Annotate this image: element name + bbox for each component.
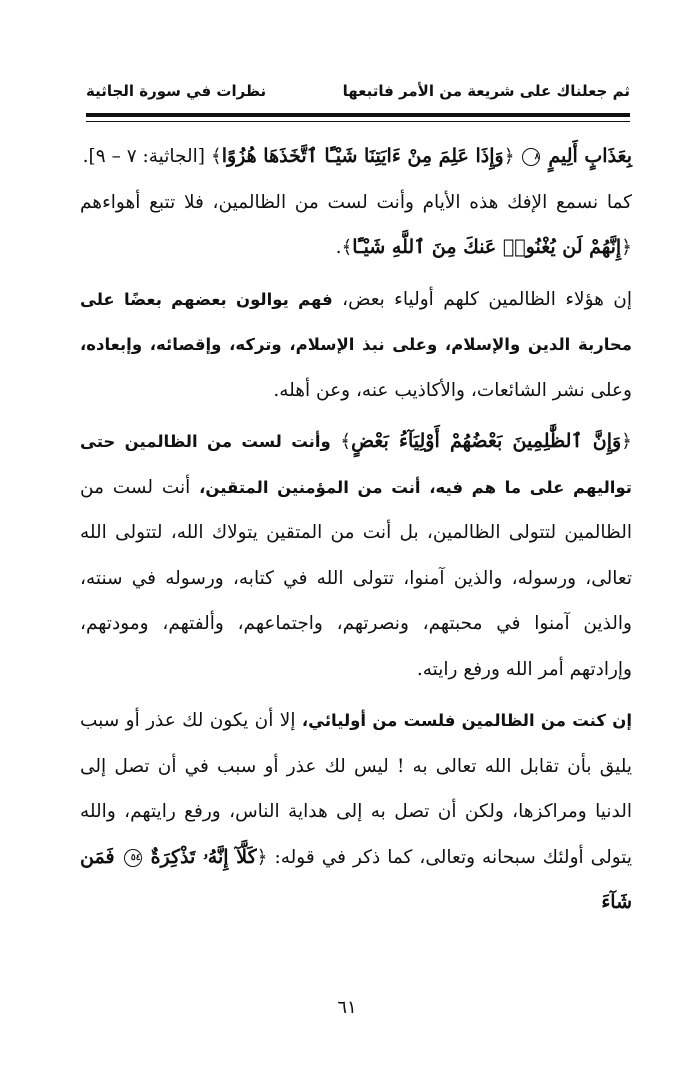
quran-verse: وَإِذَا عَلِمَ مِنْ ءَايَتِنَا شَيْـًٔا ٱتَّخَذَهَا هُزُوًا — [221, 145, 504, 167]
quran-verse: وَإِنَّ ٱلظَّٰلِمِينَ بَعْضُهُمْ أَوْلِيَآءُ بَعْضٍ — [351, 430, 622, 452]
header-rule-thin — [86, 121, 630, 122]
header-rule-thick — [86, 113, 630, 117]
paragraph-3 — [80, 277, 632, 414]
body-text: كما نسمع الإفك هذه الأيام وأنت لست من الظالمين، فلا تتبع أهواءهم — [80, 191, 632, 213]
paragraph-4: ﴿وَإِنَّ ٱلظَّٰلِمِينَ بَعْضُهُمْ أَوْلِيَآءُ بَعْضٍ﴾ وأنت لست من الظالمين حتى تواليهم على ما هم فيه، أنت من المؤمنين المتقين، أنت لست من الظالمين لتتولى الظالمين، بل أنت من المتقين يتولاك الله، لتتولى الله تعالى، ورسوله، والذين آمنوا، تتولى الله في كتابه، ورسوله في سنته، والذين آمنوا في محبتهم، ونصرتهم، واجتماعهم، وألفتهم، ومودتهم، وإرادتهم أمر الله ورفع رايته. — [80, 430, 632, 680]
quran-verse: كَلَّآ إِنَّهُۥ تَذْكِرَةٌ — [150, 845, 257, 868]
body-text: إن هؤلاء الظالمين كلهم أولياء بعض، — [342, 288, 632, 310]
paragraph-1: بِعَذَابٍ أَلِيمٍ ٨ ﴿وَإِذَا عَلِمَ مِنْ ءَايَتِنَا شَيْـًٔا ٱتَّخَذَهَا هُزُوًا﴾ [الجاثية: ٧ – ٩]. — [82, 145, 632, 167]
verse-reference: [الجاثية: ٧ – ٩]. — [82, 146, 205, 167]
paragraph-5: إن كنت من الظالمين فلست من أوليائي، إلا أن يكون لك عذر أو سبب يليق بأن تقابل الله تعالى به ! ليس لك عذر أو سبب في أن تصل إلى الدنيا ومراكزها، ولكن أن تصل به إلى هداية الناس، ورفع رايتهم، والله يتولى أولئك سبحانه وتعالى، كما ذكر في قوله: ﴿كَلَّآ إِنَّهُۥ تَذْكِرَةٌ ٥٤ فَمَن شَآءَ — [80, 710, 632, 913]
paragraph-2: كما نسمع الإفك هذه الأيام وأنت لست من الظالمين، فلا تتبع أهواءهم ﴿إِنَّهُمْ لَن يُغْنُوا۟ عَنكَ مِنَ ٱللَّهِ شَيْـًٔا﴾. — [80, 191, 632, 258]
body-text: أنت لست من الظالمين لتتولى الظالمين، بل أنت من المتقين يتولاك الله، لتتولى الله تعالى، ورسوله، والذين آمنوا، تتولى الله في كتابه، ورسوله في سنته، والذين آمنوا في محبتهم، ونصرتهم، واجتماعهم، وألفتهم، ومودتهم، وإرادتهم أمر الله ورفع رايته. — [80, 476, 632, 680]
bold-text: وأنت لست من الظالمين حتى تواليهم على ما هم فيه، أنت من المؤمنين المتقين، — [80, 432, 632, 497]
bold-text: فهم يوالون بعضهم بعضًا على محاربة الدين والإسلام، وعلى نبذ الإسلام، وتركه، وإقصائه، وإبعاده، — [80, 289, 632, 354]
book-title: نظرات في سورة الجاثية — [86, 82, 267, 100]
page-number: ٦١ — [337, 997, 357, 1018]
ayah-number-mark: ٨ — [522, 148, 540, 166]
bold-text: إن كنت من الظالمين فلست من أوليائي، — [301, 711, 632, 730]
running-header — [86, 78, 630, 108]
page-body — [80, 134, 632, 926]
body-text: . — [335, 237, 342, 258]
body-text: إلا أن يكون لك عذر أو سبب يليق بأن تقابل الله تعالى به ! ليس لك عذر أو سبب في أن تصل إلى الدنيا ومراكزها، ولكن أن تصل به إلى هداية الناس، ورفع رايتهم، والله يتولى أولئك سبحانه وتعالى، كما ذكر في قوله: — [80, 710, 632, 868]
ayah-number-mark: ٥٤ — [124, 849, 142, 867]
quran-verse: بِعَذَابٍ أَلِيمٍ — [548, 145, 632, 167]
quran-verse: إِنَّهُمْ لَن يُغْنُوا۟ عَنكَ مِنَ ٱللَّهِ شَيْـًٔا — [352, 236, 622, 258]
chapter-title: ثم جعلناك على شريعة من الأمر فاتبعها — [342, 82, 630, 100]
quran-verse: فَمَن شَآءَ — [80, 845, 632, 913]
body-text: وعلى نشر الشائعات، والأكاذيب عنه، وعن أهله. — [273, 379, 632, 401]
